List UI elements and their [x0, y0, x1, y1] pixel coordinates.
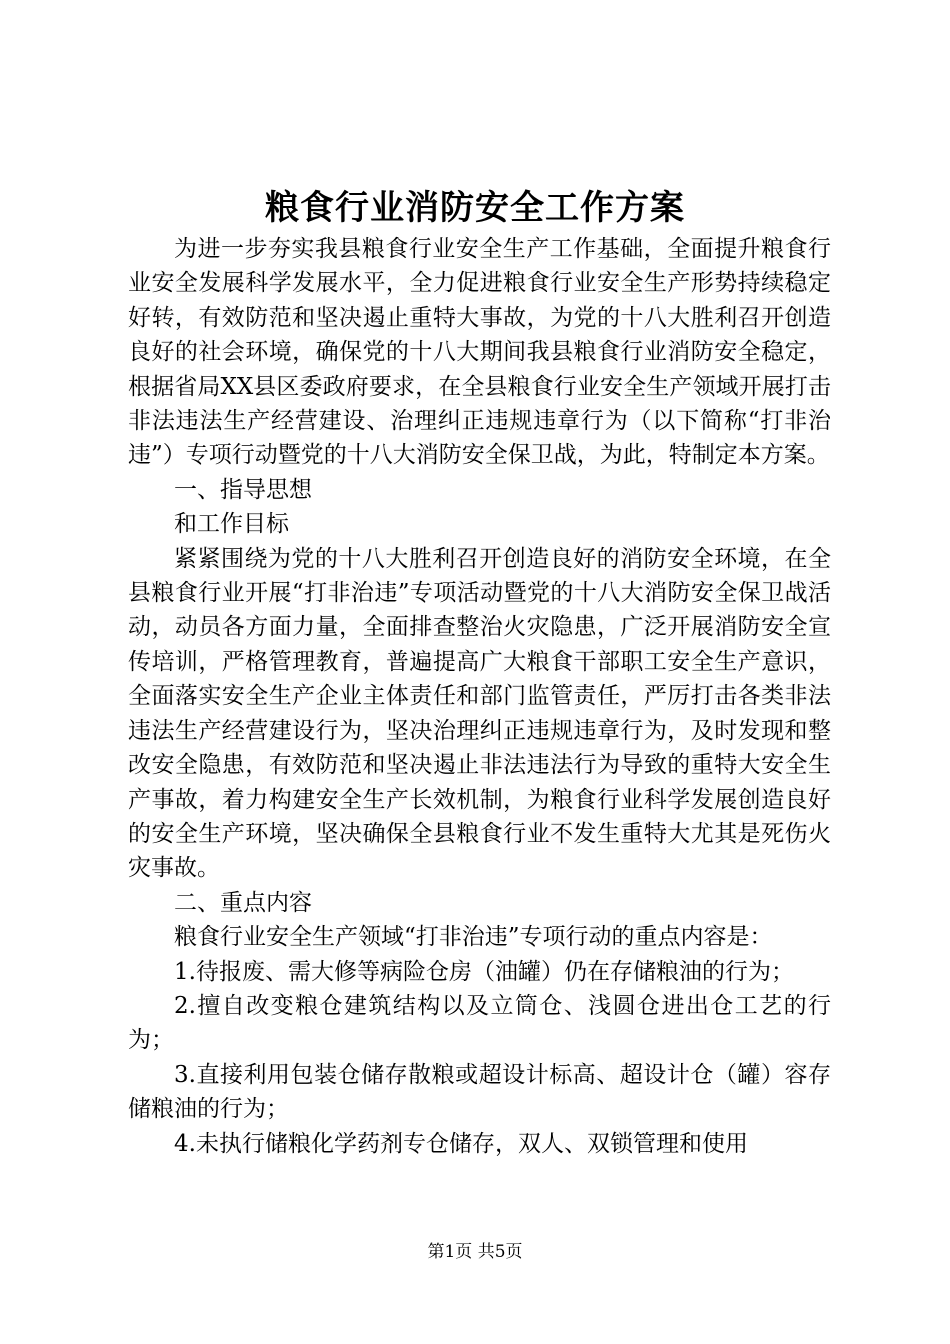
list-item-2: 2.擅自改变粮仓建筑结构以及立筒仓、浅圆仓进出仓工艺的行为； — [128, 992, 831, 1054]
section-heading-guiding-thought: 一、指导思想 — [174, 476, 312, 503]
section-heading-key-content: 二、重点内容 — [174, 889, 312, 916]
document-title: 粮食行业消防安全工作方案 — [265, 188, 685, 228]
document-body — [128, 232, 831, 1161]
key-content-intro: 粮食行业安全生产领域“打非治违”专项行动的重点内容是： — [174, 924, 773, 951]
page-footer: 第1页 共5页 — [427, 1242, 523, 1262]
list-item-3: 3.直接利用包装仓储存散粮或超设计标高、超设计仓（罐）容存储粮油的行为； — [128, 1061, 831, 1123]
section-heading-work-goal: 和工作目标 — [174, 511, 289, 538]
list-item-1: 1.待报废、需大修等病险仓房（油罐）仍在存储粮油的行为； — [174, 958, 794, 985]
intro-paragraph: 为进一步夯实我县粮食行业安全生产工作基础，全面提升粮食行业安全发展科学发展水平，全力促进粮食行业安全生产形势持续稳定好转，有效防范和坚决遏止重特大事故，为党的十八大胜利召开创造良好的社会环境，确保党的十八大期间我县粮食行业消防安全稳定，根据省局XX县区委政府要求，在全县粮食行业安全生产领域开展打击非法违法生产经营建设、治理纠正违规违章行为（以下简称“打非治违”）专项行动暨党的十八大消防安全保卫战，为此，特制定本方案。 — [128, 236, 831, 469]
goal-paragraph: 紧紧围绕为党的十八大胜利召开创造良好的消防安全环境，在全县粮食行业开展“打非治违”专项活动暨党的十八大消防安全保卫战活动，动员各方面力量，全面排查整治火灾隐患，广泛开展消防安全宣传培训，严格管理教育，普遍提高广大粮食干部职工安全生产意识，全面落实安全生产企业主体责任和部门监管责任，严厉打击各类非法违法生产经营建设行为，坚决治理纠正违规违章行为，及时发现和整改安全隐患，有效防范和坚决遏止非法违法行为导致的重特大安全生产事故，着力构建安全生产长效机制，为粮食行业科学发展创造良好的安全生产环境，坚决确保全县粮食行业不发生重特大尤其是死伤火灾事故。 — [128, 545, 831, 882]
list-item-4: 4.未执行储粮化学药剂专仓储存，双人、双锁管理和使用 — [174, 1130, 748, 1157]
